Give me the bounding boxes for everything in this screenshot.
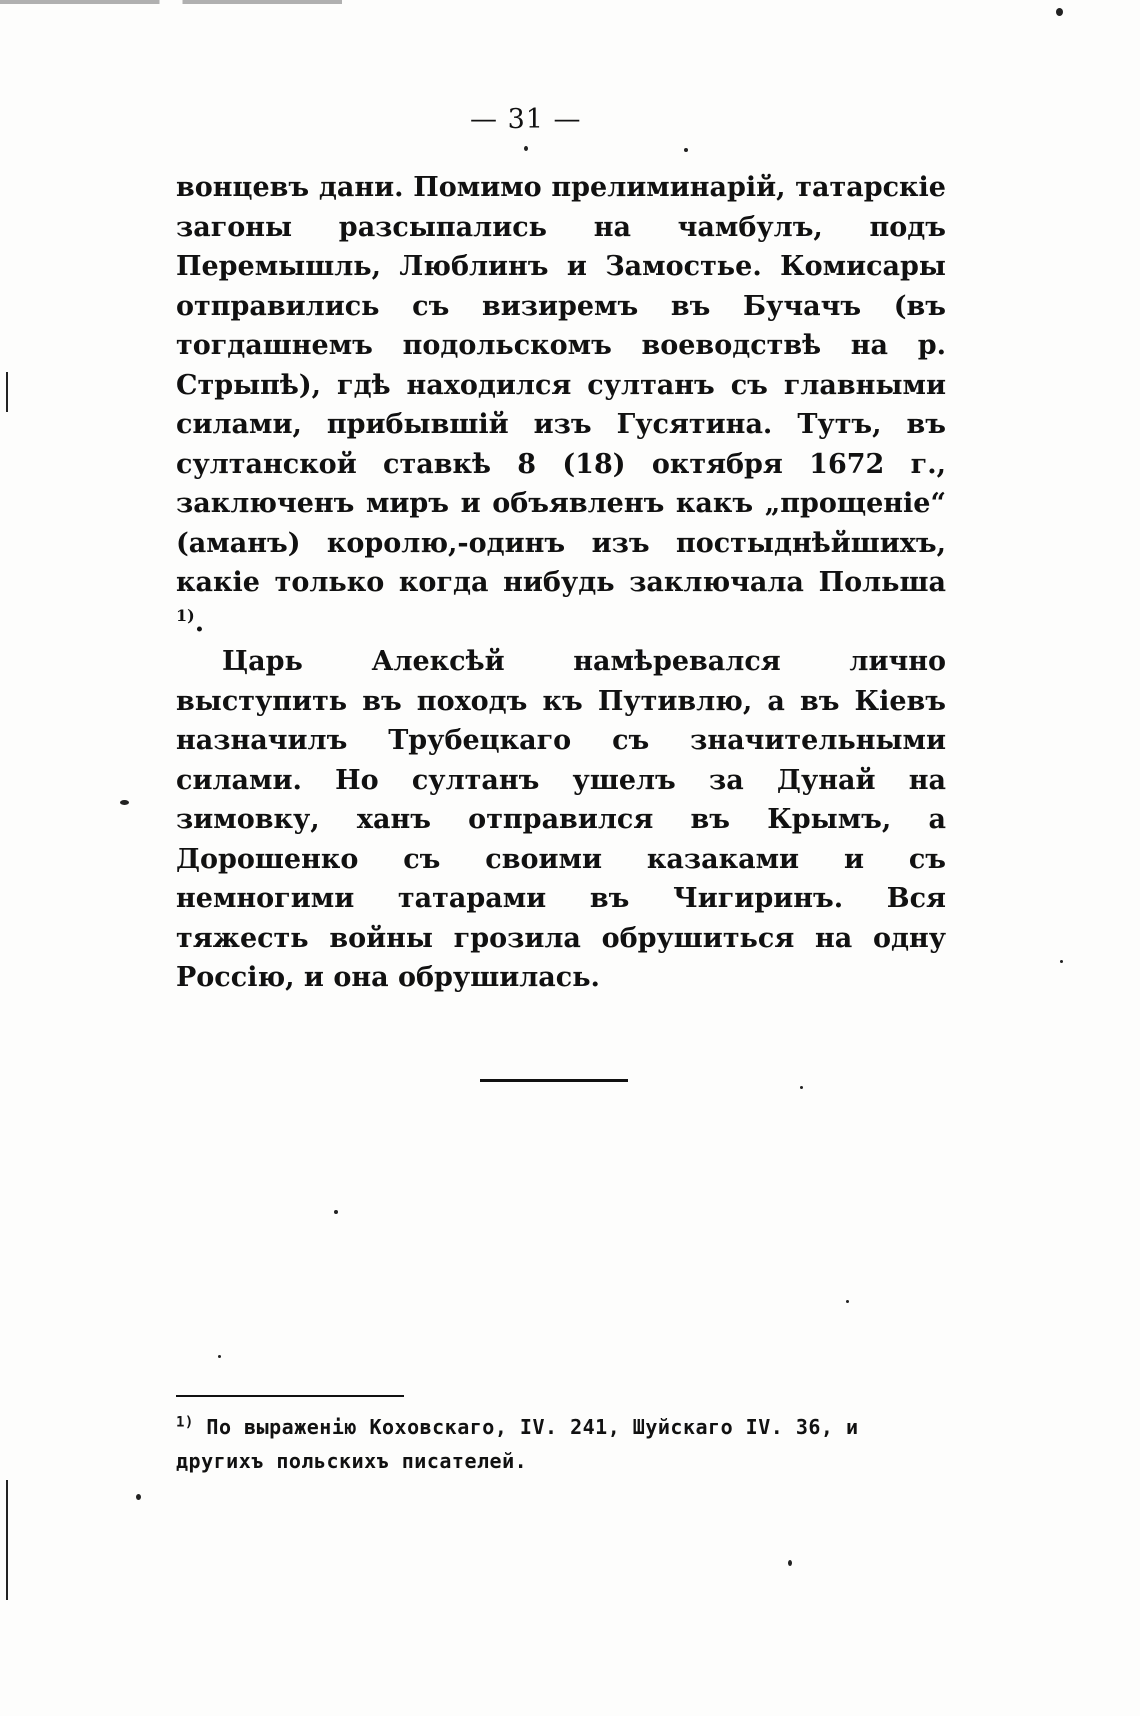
footnote [176, 1410, 946, 1478]
paragraph-1-text: вонцевъ дани. Помимо прелиминарій, татарскіе загоны разсыпались на чамбулъ, подъ Перемышль, Люблинъ и Замостье. Комисары отправились съ визиремъ въ Бучачъ (въ тогдашнемъ подольскомъ воеводствѣ на р. Стрыпѣ), гдѣ находился султанъ съ главными силами, прибывшій изъ Гусятина. Тутъ, въ султанской ставкѣ 8 (18) октября 1672 г., заключенъ миръ и объявленъ какъ „прощеніе“ (аманъ) королю,-одинъ изъ постыднѣйшихъ, какіе только когда нибудь заключала Польша [176, 172, 946, 598]
footnote-mark: 1) [176, 1414, 194, 1431]
scan-speck [218, 1355, 221, 1358]
scan-speck [136, 1494, 141, 1500]
paragraph-1: вонцевъ дани. Помимо прелиминарій, татарскіе загоны разсыпались на чамбулъ, подъ Перемышль, Люблинъ и Замостье. Комисары отправились съ визиремъ въ Бучачъ (въ тогдашнемъ подольскомъ воеводствѣ на р. Стрыпѣ), гдѣ находился султанъ съ главными силами, прибывшій изъ Гусятина. Тутъ, въ султанской ставкѣ 8 (18) октября 1672 г., заключенъ миръ и объявленъ какъ „прощеніе“ (аманъ) королю,-одинъ изъ постыднѣйшихъ, какіе только когда нибудь заключала Польша $^{1)}$. [176, 172, 946, 638]
footnote-reference: 1) [176, 605, 195, 625]
scan-speck [334, 1210, 338, 1214]
section-divider [480, 1079, 628, 1082]
footnote-text: По выраженію Коховскаго, IV. 241, Шуйскаго IV. 36, и другихъ польскихъ писателей. [176, 1415, 859, 1473]
paragraph-2 [176, 642, 946, 998]
left-edge-mark [6, 1480, 8, 1600]
footnote-divider [176, 1395, 404, 1397]
scan-speck [788, 1560, 792, 1566]
body-text [176, 168, 946, 998]
scan-speck [120, 800, 129, 805]
paragraph-2-text: Царь Алексѣй намѣревался лично выступить въ походъ къ Путивлю, а въ Кіевъ назначилъ Трубецкаго съ значительными силами. Но султанъ ушелъ за Дунай на зимовку, ханъ отправился въ Крымъ, а Дорошенко съ своими казаками и съ немногими татарами въ Чигиринъ. Вся тяжесть войны грозила обрушиться на одну Россію, и она обрушилась. [176, 646, 946, 993]
left-edge-mark [6, 372, 8, 412]
scan-speck [684, 148, 688, 152]
scan-speck [800, 1086, 803, 1089]
scan-speck [1060, 960, 1063, 963]
page-number: — 31 — [470, 104, 582, 135]
scan-speck [1056, 8, 1063, 16]
scan-speck [846, 1300, 849, 1303]
top-edge-shadow [0, 0, 1140, 4]
scan-speck [524, 146, 528, 151]
